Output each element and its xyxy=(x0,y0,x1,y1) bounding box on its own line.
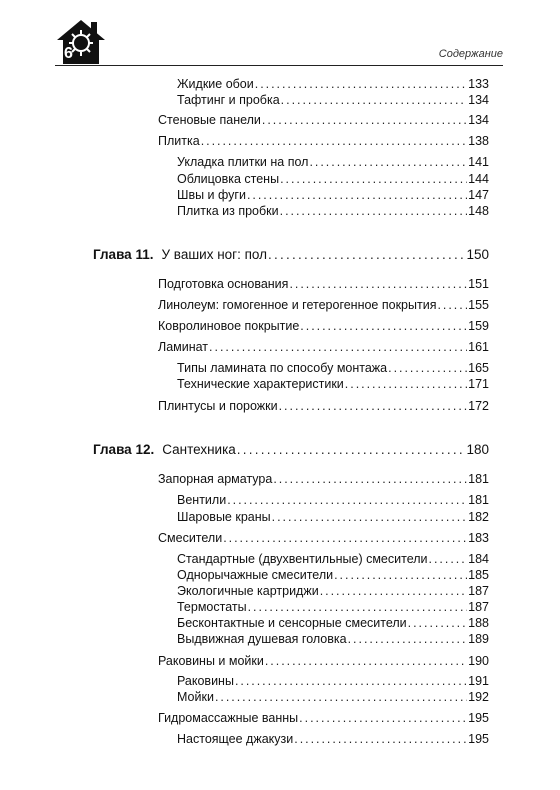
toc-entry-title: Однорычажные смесители xyxy=(177,568,334,582)
toc-leader xyxy=(348,631,468,647)
toc-entry[interactable] xyxy=(177,689,489,705)
toc-entry-title: Бесконтактные и сенсорные смесители xyxy=(177,616,407,630)
toc-entry-page: 184 xyxy=(468,552,489,566)
toc-entry-title: Стеновые панели xyxy=(158,113,261,127)
toc-entry-page: 195 xyxy=(468,732,489,746)
toc-leader xyxy=(235,673,467,689)
toc-entry-title: Запорная арматура xyxy=(158,472,273,486)
toc-leader xyxy=(279,398,468,414)
toc-leader xyxy=(268,247,465,263)
toc-entry-page: 151 xyxy=(468,277,489,291)
toc-entry-title: Типы ламината по способу монтажа xyxy=(177,361,388,375)
toc-entry-title: Укладка плитки на пол xyxy=(177,155,309,169)
running-head: Содержание xyxy=(438,48,503,60)
toc-entry[interactable] xyxy=(177,673,489,689)
toc-leader xyxy=(223,530,467,546)
toc-leader xyxy=(408,615,467,631)
chapter-title: Сантехника xyxy=(162,442,236,457)
toc-entry-title: Выдвижная душевая головка xyxy=(177,632,347,646)
house-logo-icon xyxy=(55,18,107,66)
toc-entry[interactable] xyxy=(158,276,489,292)
toc-entry[interactable] xyxy=(158,339,489,355)
toc-entry[interactable] xyxy=(177,187,489,203)
toc-entry-title: Смесители xyxy=(158,531,223,545)
toc-entry-title: Раковины и мойки xyxy=(158,654,264,668)
toc-entry-page: 185 xyxy=(468,568,489,582)
toc-entry[interactable] xyxy=(177,76,489,92)
toc-leader xyxy=(237,442,466,458)
toc-entry-title: Настоящее джакузи xyxy=(177,732,294,746)
toc-entry-title: Ковролиновое покрытие xyxy=(158,319,300,333)
toc-entry-page: 171 xyxy=(468,377,489,391)
chapter-page: 180 xyxy=(466,442,489,457)
toc-entry-title: Плинтусы и порожки xyxy=(158,399,278,413)
toc-entry-title: Швы и фуги xyxy=(177,188,246,202)
toc-entry[interactable] xyxy=(177,551,489,567)
toc-entry[interactable] xyxy=(177,615,489,631)
toc-leader xyxy=(437,297,467,313)
toc-entry[interactable] xyxy=(177,360,489,376)
toc-entry-page: 181 xyxy=(468,493,489,507)
toc-entry-page: 190 xyxy=(468,654,489,668)
toc-leader xyxy=(300,318,467,334)
chapter-title: У ваших ног: пол xyxy=(161,247,267,262)
toc-entry-title: Линолеум: гомогенное и гетерогенное покрытия xyxy=(158,298,437,312)
toc-entry[interactable] xyxy=(158,471,489,487)
toc-entry-title: Термостаты xyxy=(177,600,247,614)
toc-entry[interactable] xyxy=(177,731,489,747)
toc-entry-page: 172 xyxy=(468,399,489,413)
toc-entry-page: 187 xyxy=(468,600,489,614)
toc-entry-page: 195 xyxy=(468,711,489,725)
toc-leader xyxy=(209,339,467,355)
toc-leader xyxy=(309,154,467,170)
toc-leader xyxy=(265,653,467,669)
toc-leader xyxy=(280,171,467,187)
toc-entry[interactable] xyxy=(177,509,489,525)
toc-entry-title: Мойки xyxy=(177,690,214,704)
toc-entry-page: 188 xyxy=(468,616,489,630)
toc-entry[interactable] xyxy=(158,710,489,726)
toc-entry-title: Плитка xyxy=(158,134,200,148)
toc-entry-page: 183 xyxy=(468,531,489,545)
toc-entry[interactable] xyxy=(177,376,489,392)
toc-leader xyxy=(345,376,467,392)
toc-entry-page: 189 xyxy=(468,632,489,646)
toc-entry-page: 148 xyxy=(468,204,489,218)
toc-leader xyxy=(281,92,467,108)
toc-chapter-12[interactable] xyxy=(93,442,489,458)
toc-leader xyxy=(201,133,467,149)
toc-entry[interactable] xyxy=(177,583,489,599)
toc-leader xyxy=(334,567,467,583)
toc-leader xyxy=(294,731,467,747)
toc-leader xyxy=(215,689,467,705)
toc-entry[interactable] xyxy=(177,567,489,583)
toc-entry-title: Плитка из пробки xyxy=(177,204,279,218)
toc-entry-page: 161 xyxy=(468,340,489,354)
toc-leader xyxy=(227,492,467,508)
toc-entry-page: 165 xyxy=(468,361,489,375)
toc-leader xyxy=(320,583,467,599)
toc-entry-page: 182 xyxy=(468,510,489,524)
toc-entry[interactable] xyxy=(158,530,489,546)
toc-leader xyxy=(280,203,468,219)
toc-entry-title: Раковины xyxy=(177,674,234,688)
page-number: 6 xyxy=(64,45,73,62)
toc-leader xyxy=(247,187,467,203)
toc-entry-page: 138 xyxy=(468,134,489,148)
toc-entry-title: Ламинат xyxy=(158,340,209,354)
toc-leader xyxy=(248,599,468,615)
toc-entry-title: Экологичные картриджи xyxy=(177,584,319,598)
toc-entry-page: 155 xyxy=(468,298,489,312)
toc-entry-title: Жидкие обои xyxy=(177,77,254,91)
toc-leader xyxy=(255,76,467,92)
toc-entry-page: 133 xyxy=(468,77,489,91)
toc-leader xyxy=(272,509,468,525)
toc-entry-page: 159 xyxy=(468,319,489,333)
toc-leader xyxy=(388,360,467,376)
toc-entry[interactable] xyxy=(177,492,489,508)
toc-entry[interactable] xyxy=(177,599,489,615)
toc-entry-title: Гидромассажные ванны xyxy=(158,711,299,725)
toc-entry-title: Шаровые краны xyxy=(177,510,271,524)
header-rule xyxy=(55,65,503,66)
toc-entry[interactable] xyxy=(177,203,489,219)
toc-chapter-11[interactable] xyxy=(93,247,489,263)
toc-leader xyxy=(289,276,467,292)
chapter-label: Глава 12. xyxy=(93,442,155,457)
toc-entry[interactable] xyxy=(158,653,489,669)
toc-entry-page: 134 xyxy=(468,93,489,107)
toc-entry-page: 181 xyxy=(468,472,489,486)
toc-entry-title: Облицовка стены xyxy=(177,172,280,186)
toc-entry-page: 192 xyxy=(468,690,489,704)
toc-entry-page: 141 xyxy=(468,155,489,169)
toc-entry[interactable] xyxy=(158,398,489,414)
chapter-page: 150 xyxy=(466,247,489,262)
toc-leader xyxy=(273,471,467,487)
toc-entry-page: 134 xyxy=(468,113,489,127)
toc-entry[interactable] xyxy=(158,133,489,149)
toc-entry[interactable] xyxy=(177,171,489,187)
toc-entry-title: Стандартные (двухвентильные) смесители xyxy=(177,552,428,566)
toc-entry-page: 144 xyxy=(468,172,489,186)
page-header xyxy=(55,18,503,66)
toc-entry[interactable] xyxy=(177,92,489,108)
chapter-label: Глава 11. xyxy=(93,247,154,262)
toc-entry-title: Технические характеристики xyxy=(177,377,344,391)
toc-entry[interactable] xyxy=(158,297,489,313)
toc-entry[interactable] xyxy=(177,631,489,647)
toc-entry[interactable] xyxy=(158,112,489,128)
toc-leader xyxy=(299,710,467,726)
toc-entry-title: Подготовка основания xyxy=(158,277,289,291)
toc-entry[interactable] xyxy=(177,154,489,170)
toc-entry-page: 147 xyxy=(468,188,489,202)
toc-entry-title: Тафтинг и пробка xyxy=(177,93,280,107)
toc-leader xyxy=(262,112,467,128)
toc-entry[interactable] xyxy=(158,318,489,334)
toc-entry-page: 191 xyxy=(468,674,489,688)
toc-entry-page: 187 xyxy=(468,584,489,598)
toc-entry-title: Вентили xyxy=(177,493,227,507)
toc-leader xyxy=(429,551,468,567)
